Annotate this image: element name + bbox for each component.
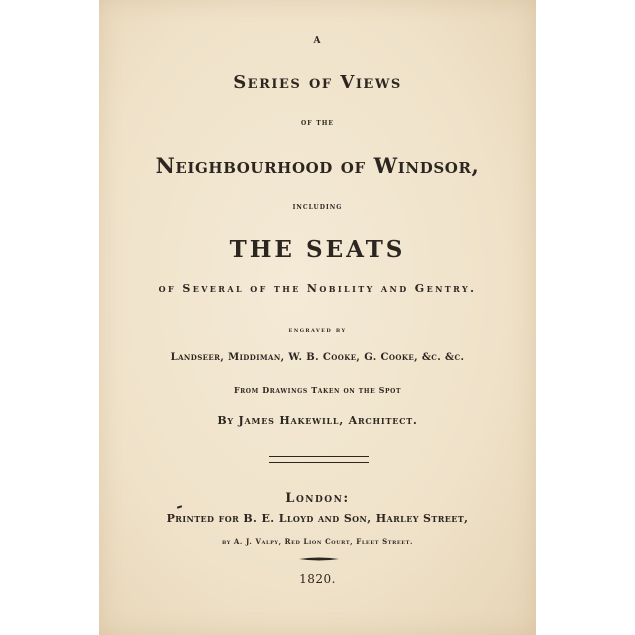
imprint-valpy: by A. J. Valpy, Red Lion Court, Fleet Street. (221, 537, 414, 546)
title-of-the: of the (301, 117, 334, 127)
engraved-by: engraved by (288, 325, 347, 334)
imprint-london: London: (285, 491, 350, 506)
title-neighbourhood: Neighbourhood of Windsor, (155, 153, 480, 178)
drawings-note: From Drawings Taken on the Spot (233, 385, 402, 395)
title-page (99, 0, 536, 635)
title-including: including (292, 201, 343, 211)
imprint-printer: Printed for B. E. Lloyd and Son, Harley Street, (166, 512, 469, 525)
title-nobility: of Several of the Nobility and Gentry. (158, 282, 477, 295)
title-the-seats: THE SEATS (229, 236, 406, 263)
author-line: By James Hakewill, Architect. (217, 414, 418, 427)
double-rule-divider (269, 456, 369, 463)
title-series-of-views: Series of Views (233, 72, 402, 93)
ink-mark (177, 505, 182, 509)
imprint-year: 1820. (299, 572, 336, 586)
engravers-list: Landseer, Middiman, W. B. Cooke, G. Cooke, &c. &c. (170, 352, 465, 363)
title-line-a: A (313, 36, 322, 46)
swell-rule-ornament (299, 557, 339, 561)
